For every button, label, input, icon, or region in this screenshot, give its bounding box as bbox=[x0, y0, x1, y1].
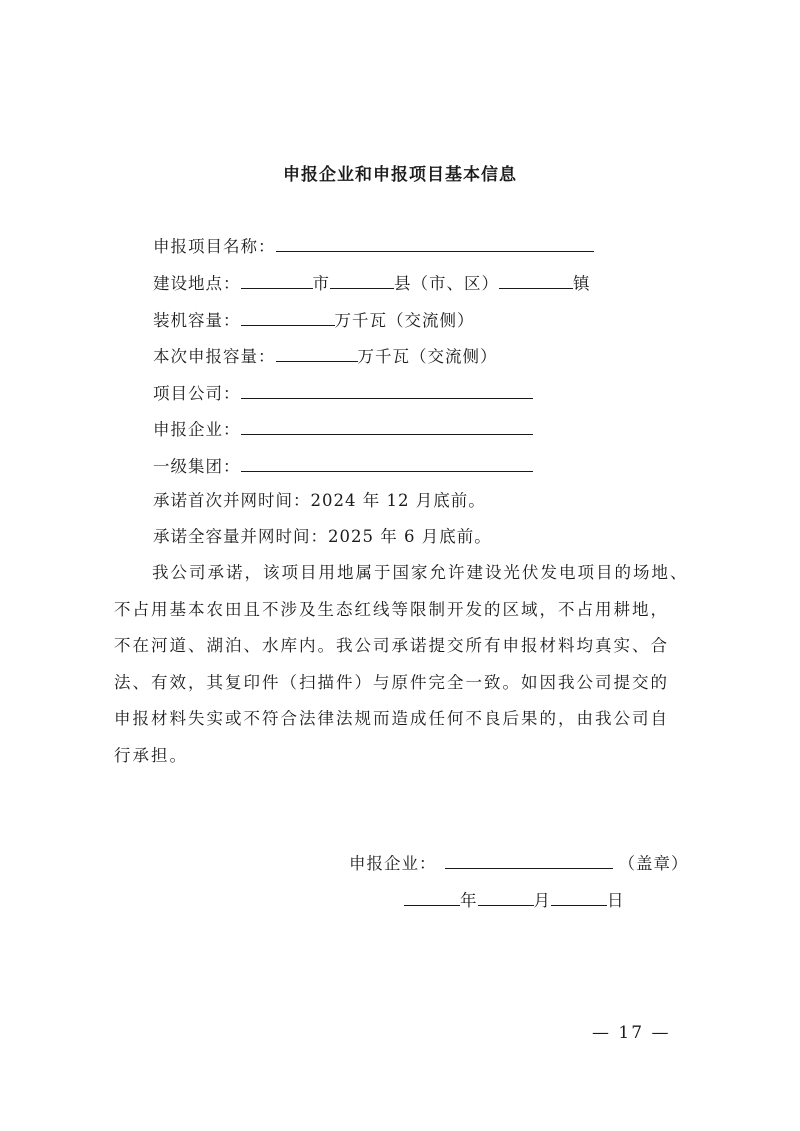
field-location bbox=[153, 270, 591, 296]
day-blank[interactable] bbox=[551, 887, 607, 906]
this-capacity-blank[interactable] bbox=[276, 343, 358, 362]
field-label: 申报企业： bbox=[153, 420, 241, 439]
page-title: 申报企业和申报项目基本信息 bbox=[283, 165, 517, 185]
this-capacity-unit: 万千瓦（交流侧） bbox=[357, 347, 498, 366]
signature-label: 申报企业： bbox=[349, 854, 437, 873]
commit-first-grid: 承诺首次并网时间：2024 年 12 月底前。 bbox=[153, 491, 486, 510]
signature-blank[interactable] bbox=[445, 850, 613, 869]
project-company-blank[interactable] bbox=[241, 380, 533, 399]
page-number: — 17 — bbox=[592, 1023, 671, 1043]
field-label: 申报项目名称： bbox=[153, 237, 276, 256]
seal-label: （盖章） bbox=[618, 854, 689, 873]
month-blank[interactable] bbox=[478, 887, 534, 906]
pledge-line: 法、有效，其复印件（扫描件）与原件完全一致。如因我公司提交的 bbox=[114, 672, 669, 692]
year-label: 年 bbox=[460, 891, 478, 910]
capacity-unit: 万千瓦（交流侧） bbox=[334, 311, 475, 330]
field-label: 一级集团： bbox=[153, 457, 241, 476]
date-line bbox=[404, 887, 625, 911]
pledge-line: 我公司承诺，该项目用地属于国家允许建设光伏发电项目的场地、 bbox=[152, 563, 689, 582]
month-label: 月 bbox=[533, 891, 551, 910]
field-label: 装机容量： bbox=[153, 311, 241, 330]
city-blank[interactable] bbox=[241, 270, 313, 289]
commit-full-grid: 承诺全容量并网时间：2025 年 6 月底前。 bbox=[153, 527, 492, 546]
town-blank[interactable] bbox=[499, 270, 573, 289]
field-group bbox=[153, 453, 533, 479]
field-label: 本次申报容量： bbox=[153, 347, 276, 366]
pledge-paragraph bbox=[114, 555, 694, 775]
pledge-line: 申报材料失实或不符合法律法规而造成任何不良后果的，由我公司自 bbox=[114, 709, 669, 729]
pledge-line: 不在河道、湖泊、水库内。我公司承诺提交所有申报材料均真实、合 bbox=[114, 636, 669, 656]
group-blank[interactable] bbox=[241, 453, 533, 472]
field-project-name bbox=[153, 233, 594, 259]
day-label: 日 bbox=[607, 891, 625, 910]
county-blank[interactable] bbox=[330, 270, 394, 289]
field-applicant bbox=[153, 416, 533, 442]
signature-line bbox=[349, 850, 689, 874]
project-name-blank[interactable] bbox=[276, 233, 594, 252]
pledge-line: 行承担。 bbox=[114, 745, 188, 765]
town-label: 镇 bbox=[573, 274, 591, 293]
field-label: 建设地点： bbox=[153, 274, 241, 293]
field-capacity bbox=[153, 307, 475, 333]
field-this-capacity bbox=[153, 343, 498, 369]
city-label: 市 bbox=[312, 274, 330, 293]
field-label: 项目公司： bbox=[153, 384, 241, 403]
year-blank[interactable] bbox=[404, 887, 460, 906]
pledge-line: 不占用基本农田且不涉及生态红线等限制开发的区域，不占用耕地， bbox=[114, 599, 669, 619]
applicant-blank[interactable] bbox=[241, 416, 533, 435]
county-label: 县（市、区） bbox=[394, 274, 499, 293]
field-project-company bbox=[153, 380, 533, 406]
capacity-blank[interactable] bbox=[241, 307, 335, 326]
